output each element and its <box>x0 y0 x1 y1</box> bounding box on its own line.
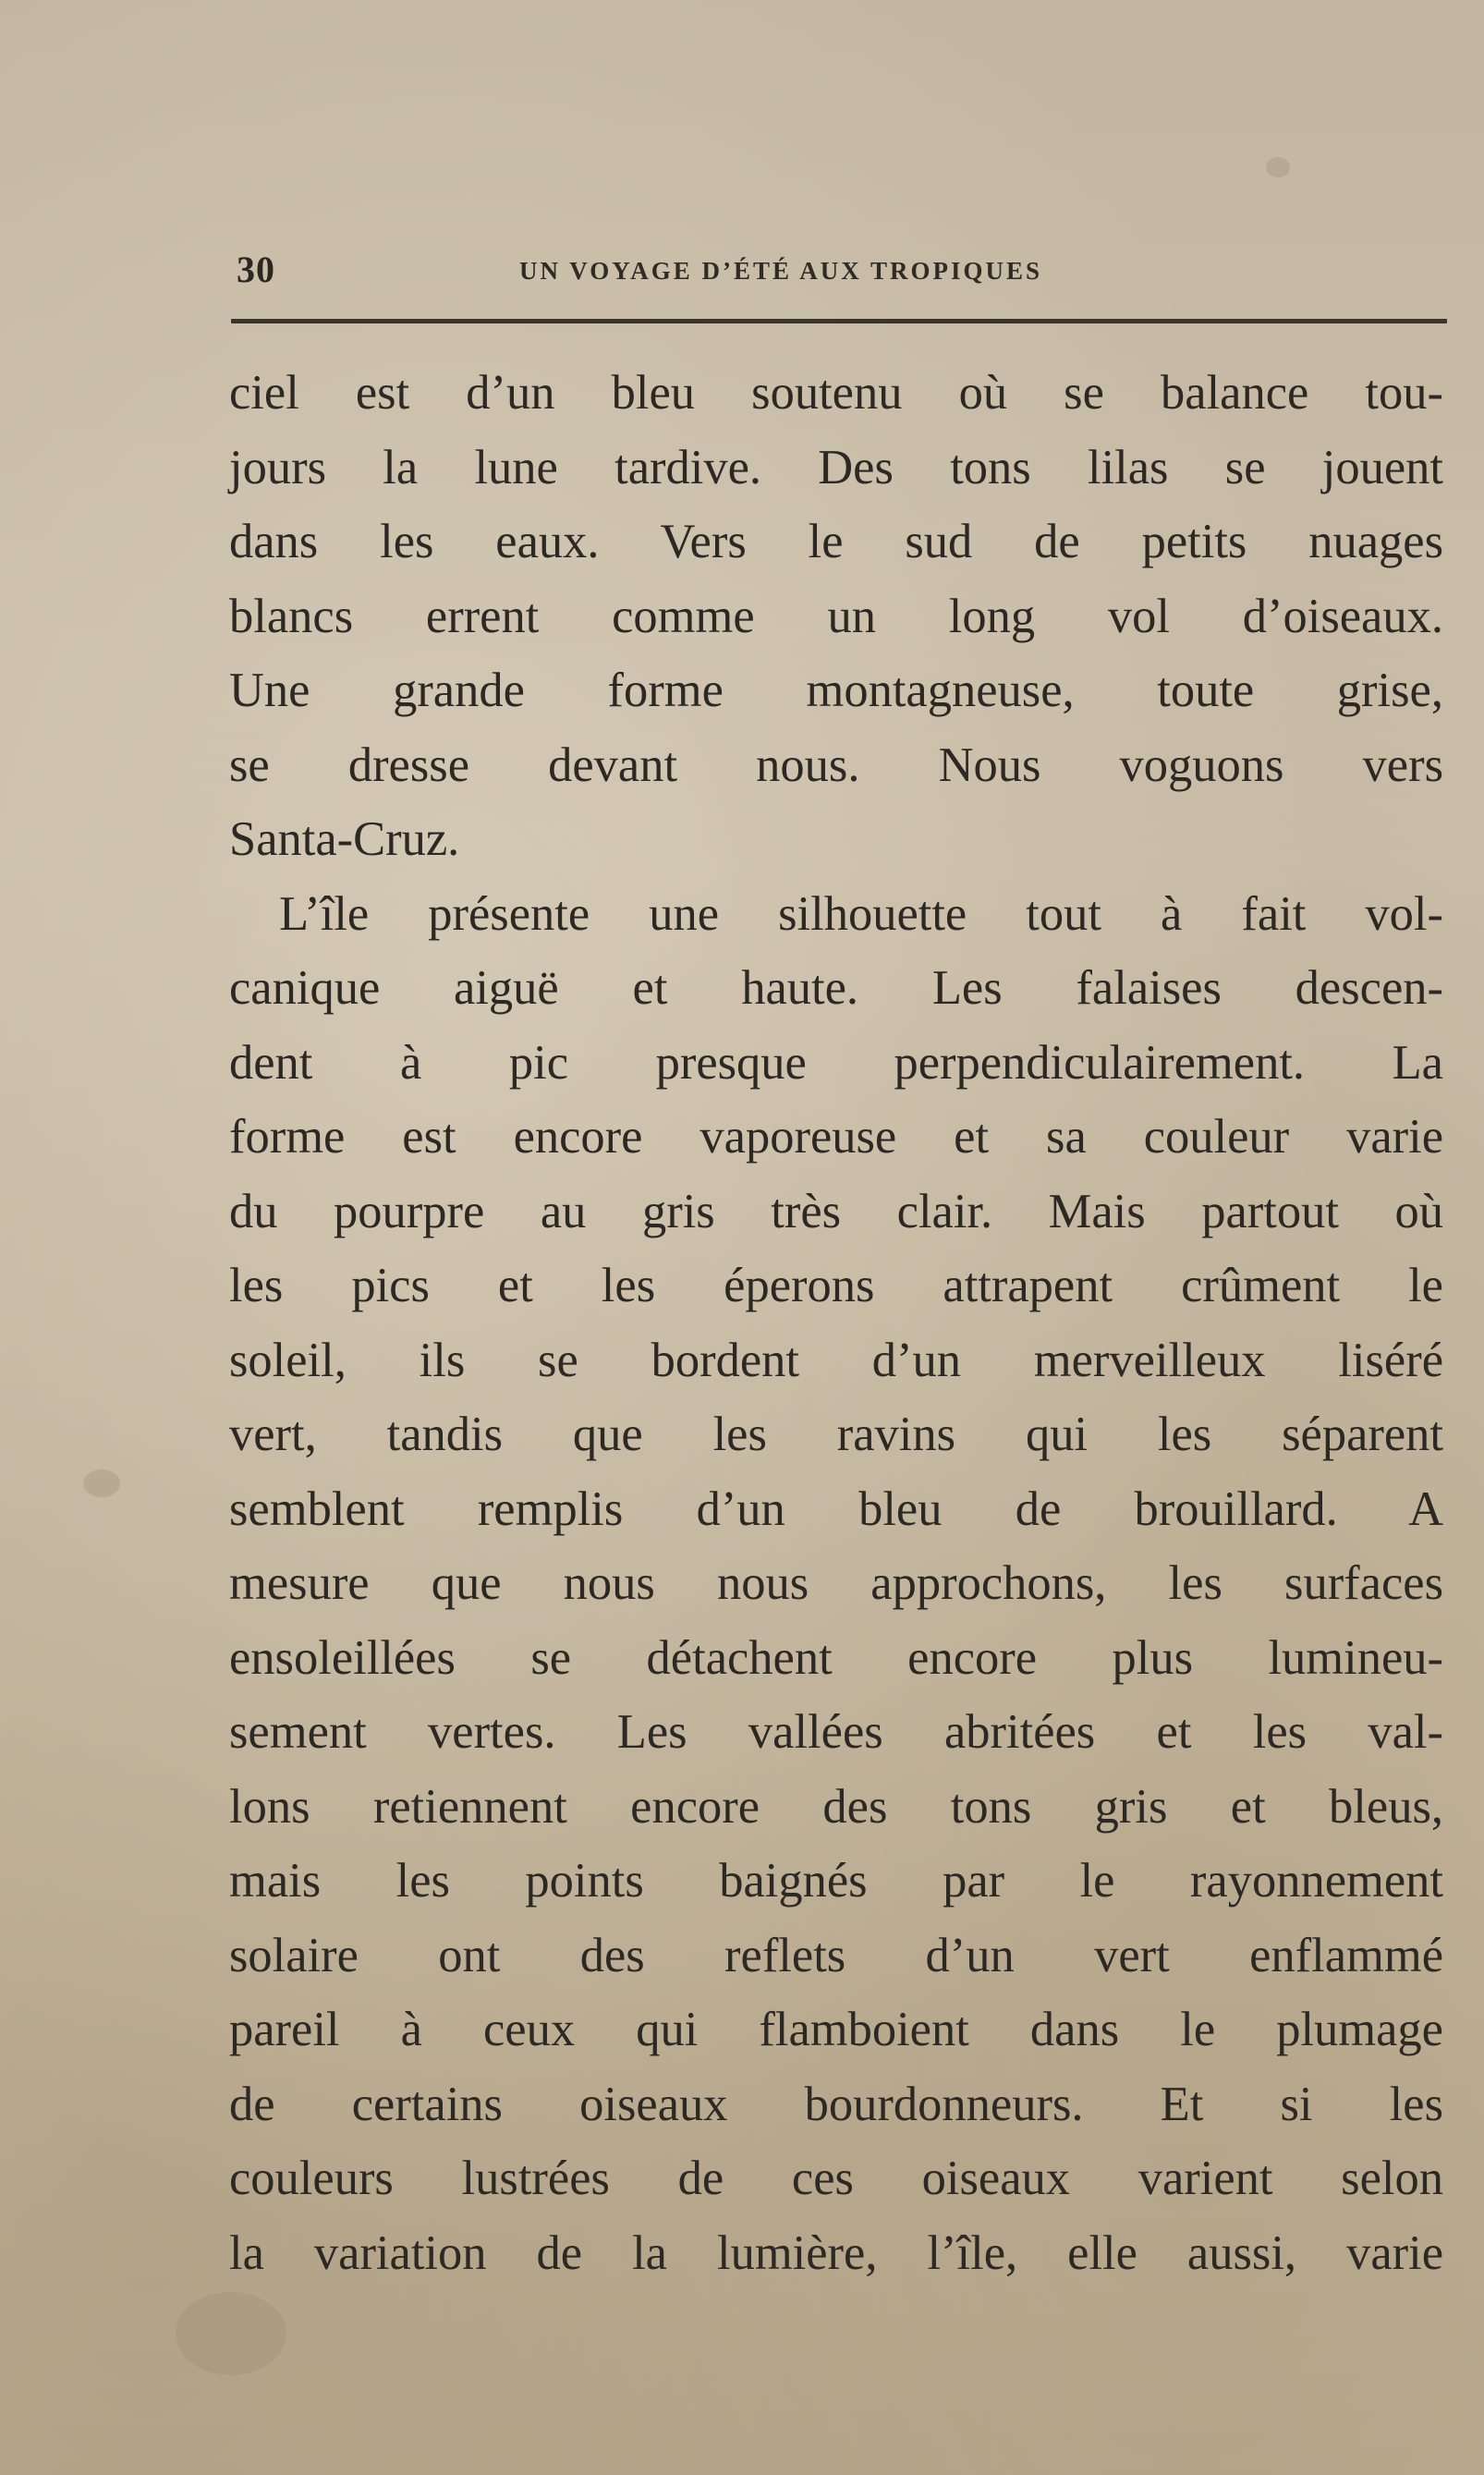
text-line: lons retiennent encore des tons gris et bleus, <box>229 1779 1443 1834</box>
text-line: Santa-Cruz. <box>229 812 460 866</box>
text-line: de certains oiseaux bourdonneurs. Et si les <box>229 2077 1443 2131</box>
text-line: blancs errent comme un long vol d’oiseaux. <box>229 589 1443 643</box>
paper-stain <box>1266 157 1290 177</box>
text-line: la variation de la lumière, l’île, elle aussi, varie <box>229 2225 1443 2280</box>
text-line: mais les points baignés par le rayonnement <box>229 1854 1443 1908</box>
text-line: se dresse devant nous. Nous voguons vers <box>229 738 1443 792</box>
text-line: jours la lune tardive. Des tons lilas se jouent <box>229 440 1443 494</box>
header-rule <box>231 319 1447 323</box>
text-line: mesure que nous nous approchons, les surfaces <box>229 1556 1443 1610</box>
text-line: dent à pic presque perpendiculairement. La <box>229 1035 1443 1090</box>
text-line: solaire ont des reflets d’un vert enflammé <box>229 1928 1443 1982</box>
paper-stain <box>83 1469 120 1497</box>
page-number: 30 <box>237 249 275 290</box>
text-line: les pics et les éperons attrapent crûment le <box>229 1259 1443 1312</box>
body-text <box>229 356 1443 2290</box>
text-line: dans les eaux. Vers le sud de petits nuages <box>229 515 1443 568</box>
paper-stain <box>176 2292 286 2375</box>
running-title: UN VOYAGE D’ÉTÉ AUX TROPIQUES <box>519 257 1043 285</box>
text-line: L’île présente une silhouette tout à fait vol- <box>279 886 1443 941</box>
text-line: ensoleillées se détachent encore plus lumineu- <box>229 1630 1443 1685</box>
text-line: du pourpre au gris très clair. Mais partout où <box>229 1184 1443 1238</box>
paragraph-2 <box>229 877 1443 2291</box>
running-head <box>237 242 1443 298</box>
text-line: couleurs lustrées de ces oiseaux varient selon <box>229 2152 1443 2205</box>
text-line: vert, tandis que les ravins qui les séparent <box>229 1408 1443 1461</box>
text-line: soleil, ils se bordent d’un merveilleux liséré <box>229 1333 1443 1387</box>
text-line: canique aiguë et haute. Les falaises descen- <box>229 961 1443 1015</box>
text-line: sement vertes. Les vallées abritées et les val- <box>229 1705 1443 1759</box>
text-line: pareil à ceux qui flamboient dans le plumage <box>229 2003 1443 2056</box>
paragraph-1 <box>229 356 1443 877</box>
text-line: semblent remplis d’un bleu de brouillard. A <box>229 1481 1443 1536</box>
text-line: Une grande forme montagneuse, toute grise, <box>229 664 1443 717</box>
text-line: ciel est d’un bleu soutenu où se balance tou- <box>229 366 1443 420</box>
text-line: forme est encore vaporeuse et sa couleur varie <box>229 1110 1443 1164</box>
